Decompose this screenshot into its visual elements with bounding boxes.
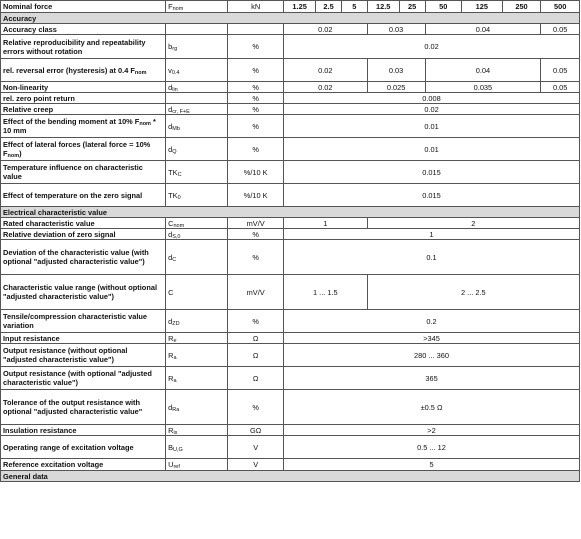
- capacity-value: 500: [553, 2, 567, 11]
- row-unit: [228, 333, 284, 344]
- row-label: [1, 333, 166, 344]
- row-symbol-sub: is: [173, 429, 178, 436]
- row-value-text: 0.05: [552, 24, 568, 34]
- row-symbol: [166, 184, 228, 207]
- row-label: [1, 184, 166, 207]
- row-value-text: 0.025: [386, 82, 406, 92]
- row-symbol: [166, 138, 228, 161]
- row-value: [541, 59, 580, 82]
- row-symbol-text: d: [168, 252, 173, 262]
- row-symbol-sub: e: [173, 337, 177, 344]
- row-value: [284, 333, 580, 344]
- row-value: [284, 367, 580, 390]
- row-unit-text: Ω: [252, 333, 259, 343]
- row-value: [284, 275, 368, 310]
- row-value-text: 0.02: [318, 82, 333, 92]
- row-label-text: Accuracy class: [3, 24, 57, 34]
- row-symbol-text: TK: [168, 167, 178, 177]
- row-value-text: ±0.5 Ω: [420, 402, 443, 412]
- row-symbol: [166, 104, 228, 115]
- row-symbol-sub: C: [172, 256, 177, 263]
- row-symbol: [166, 35, 228, 59]
- row-unit-text: Ω: [252, 350, 259, 360]
- capacity-value: 12.5: [376, 2, 391, 11]
- section-heading: [1, 207, 580, 218]
- row-unit: [228, 59, 284, 82]
- row-symbol-sub: rg: [172, 46, 178, 52]
- row-label-text: Deviation of the characteristic value (with optional "adjusted characteristic value"): [3, 248, 149, 266]
- capacity-value: 50: [439, 2, 448, 11]
- row-unit: [228, 425, 284, 436]
- row-symbol: [166, 229, 228, 240]
- row-value-text: 0.02: [318, 24, 333, 34]
- row-unit: [228, 310, 284, 333]
- row-value-text: 365: [425, 373, 438, 383]
- row-unit-text: Ω: [252, 373, 259, 383]
- row-value: [284, 436, 580, 459]
- row-symbol-sub: S,0: [172, 233, 181, 240]
- row-label: [1, 161, 166, 184]
- row-value: [284, 104, 580, 115]
- row-unit: [228, 82, 284, 93]
- row-value: [284, 115, 580, 138]
- header-unit: [228, 1, 284, 13]
- row-value: [284, 425, 580, 436]
- capacity-value: 5: [352, 2, 357, 11]
- row-label-text: Insulation resistance: [3, 425, 77, 435]
- row-label-text: Relative deviation of zero signal: [3, 229, 116, 239]
- row-unit: [228, 184, 284, 207]
- row-label-text: Tensile/compression characteristic value variation: [3, 312, 148, 330]
- row-unit: [228, 138, 284, 161]
- row-unit-text: mV/V: [246, 287, 265, 297]
- row-label-text: Tolerance of the output resistance with optional "adjusted characteristic value": [3, 398, 143, 416]
- capacity-header: [461, 1, 502, 13]
- row-unit: [228, 459, 284, 471]
- row-value-text: 0.035: [473, 82, 493, 92]
- row-value: [425, 59, 541, 82]
- row-symbol-text: d: [168, 402, 173, 412]
- row-symbol-sub: 0: [177, 194, 181, 201]
- row-value-text: 0.01: [424, 144, 439, 154]
- section-title: Accuracy: [3, 13, 37, 23]
- row-symbol-text: d: [168, 316, 173, 326]
- capacity-header: [284, 1, 316, 13]
- row-label-text: Rated characteristic value: [3, 218, 95, 228]
- capacity-header: [425, 1, 461, 13]
- row-unit-text: mV/V: [246, 218, 265, 228]
- capacity-header: [341, 1, 367, 13]
- row-label: [1, 367, 166, 390]
- row-value: [367, 82, 425, 93]
- row-value: [367, 218, 579, 229]
- capacity-header: [399, 1, 425, 13]
- header-symbol: [166, 1, 228, 13]
- row-unit: [228, 229, 284, 240]
- row-value-text: 2: [471, 218, 476, 228]
- row-symbol-text: U: [168, 460, 174, 469]
- row-unit: [228, 436, 284, 459]
- row-label: [1, 59, 166, 82]
- row-symbol: [166, 390, 228, 425]
- row-symbol-sub: a: [173, 377, 177, 384]
- row-symbol: [166, 115, 228, 138]
- section-heading: [1, 13, 580, 24]
- row-symbol-sub: 0.4: [171, 69, 180, 76]
- row-symbol: [166, 344, 228, 367]
- capacity-value: 1.25: [292, 2, 307, 11]
- row-value: [541, 82, 580, 93]
- row-label-text: Output resistance (without optional "adjusted characteristic value"): [3, 346, 128, 364]
- row-unit-text: %: [252, 104, 259, 114]
- row-label-text: Relative reproducibility and repeatability errors without rotation: [3, 37, 146, 56]
- row-unit: [228, 93, 284, 104]
- row-unit-text: %: [252, 82, 259, 92]
- row-value-text: >2: [427, 425, 436, 435]
- row-label: [1, 275, 166, 310]
- row-value: [367, 24, 425, 35]
- row-symbol-text: d: [168, 82, 173, 92]
- row-unit-text: %/10 K: [243, 190, 268, 200]
- row-symbol: [166, 24, 228, 35]
- row-unit: [228, 104, 284, 115]
- row-symbol-sub: Q: [172, 148, 177, 155]
- row-symbol: [166, 82, 228, 93]
- row-value: [284, 310, 580, 333]
- row-symbol-sub: lin: [172, 86, 178, 93]
- row-value-text: 1: [323, 218, 328, 228]
- row-unit-text: %: [252, 252, 259, 262]
- row-value: [284, 184, 580, 207]
- row-value: [541, 24, 580, 35]
- capacity-header: [316, 1, 342, 13]
- row-value: [284, 35, 580, 59]
- capacity-header: [367, 1, 399, 13]
- row-value-text: 0.01: [424, 121, 439, 131]
- row-unit: [228, 275, 284, 310]
- row-value-text: 0.05: [552, 82, 568, 92]
- row-value-text: 0.02: [318, 65, 333, 75]
- row-value: [284, 93, 580, 104]
- row-value-text: 0.04: [475, 24, 491, 34]
- row-value: [284, 138, 580, 161]
- row-label-text: Non-linearity: [3, 82, 49, 92]
- row-value-text: 0.04: [475, 65, 491, 75]
- row-unit-text: %: [252, 65, 259, 75]
- row-unit: [228, 240, 284, 275]
- row-value: [425, 24, 541, 35]
- row-symbol-sub: U,G: [173, 446, 183, 453]
- row-value: [284, 459, 580, 471]
- section-heading: [1, 471, 580, 482]
- row-unit: [228, 24, 284, 35]
- row-value: [284, 390, 580, 425]
- row-unit-text: %: [252, 229, 259, 239]
- row-label: [1, 436, 166, 459]
- row-value-text: 0.02: [424, 42, 439, 51]
- row-value: [284, 24, 368, 35]
- row-unit-text: GΩ: [250, 425, 262, 435]
- row-label-text: Temperature influence on characteristic value: [3, 163, 143, 181]
- capacity-header: [541, 1, 580, 13]
- row-label-text: rel. reversal error (hysteresis) at 0.4 F: [3, 65, 135, 75]
- row-symbol-text: C: [168, 218, 174, 228]
- row-symbol: [166, 333, 228, 344]
- row-unit-text: %/10 K: [243, 167, 268, 177]
- row-symbol: [166, 93, 228, 104]
- row-unit: [228, 35, 284, 59]
- row-symbol-text: d: [168, 104, 173, 114]
- row-symbol-text: TK: [168, 190, 178, 200]
- row-symbol: [166, 459, 228, 471]
- row-symbol-text: v: [168, 65, 172, 75]
- row-unit: [228, 161, 284, 184]
- row-symbol-sub: Mb: [172, 125, 180, 132]
- row-value-text: 0.5 ... 12: [417, 442, 446, 452]
- row-value-text: 0.008: [422, 93, 441, 103]
- row-value: [284, 59, 368, 82]
- row-value-text: 0.1: [426, 252, 437, 262]
- row-symbol: [166, 161, 228, 184]
- row-symbol-sub: nom: [173, 222, 185, 229]
- header-label: [1, 1, 166, 13]
- row-label-sub: nom: [139, 121, 151, 127]
- row-value: [367, 59, 425, 82]
- row-label: [1, 138, 166, 161]
- row-label-text: Effect of the bending moment at 10% F: [3, 117, 140, 126]
- row-unit-text: V: [253, 442, 259, 452]
- row-unit: [228, 218, 284, 229]
- row-symbol: [166, 367, 228, 390]
- row-label: [1, 310, 166, 333]
- row-label-text: Effect of lateral forces (lateral force = 10% F: [3, 140, 151, 158]
- row-symbol: [166, 310, 228, 333]
- row-value-text: >345: [423, 333, 440, 343]
- header-symbol-sub: nom: [172, 6, 184, 12]
- row-value: [284, 229, 580, 240]
- row-label-text: Operating range of excitation voltage: [3, 442, 134, 452]
- row-label-text: rel. zero point return: [3, 93, 75, 103]
- row-symbol: [166, 218, 228, 229]
- row-symbol-sub: Ra: [172, 406, 180, 413]
- row-label: [1, 82, 166, 93]
- header-unit-text: kN: [251, 2, 261, 11]
- row-symbol: [166, 240, 228, 275]
- row-label-text: Relative creep: [3, 104, 54, 114]
- row-label: [1, 218, 166, 229]
- row-label: [1, 390, 166, 425]
- row-value: [284, 344, 580, 367]
- row-value: [425, 82, 541, 93]
- row-symbol: [166, 59, 228, 82]
- capacity-header: [502, 1, 541, 13]
- row-value-text: 280 ... 360: [414, 350, 449, 360]
- row-symbol-text: R: [168, 425, 174, 435]
- row-unit-text: %: [252, 402, 259, 412]
- row-symbol-text: d: [168, 229, 173, 239]
- row-unit-text: %: [252, 144, 259, 154]
- section-title: Electrical characteristic value: [3, 207, 107, 217]
- row-label: [1, 24, 166, 35]
- header-symbol-text: F: [168, 2, 173, 11]
- row-unit: [228, 390, 284, 425]
- row-unit: [228, 367, 284, 390]
- row-symbol-text: C: [168, 287, 174, 297]
- section-title: General data: [3, 471, 48, 481]
- row-value-text: 5: [429, 460, 434, 469]
- row-value: [284, 240, 580, 275]
- row-label: [1, 425, 166, 436]
- row-symbol-sub: ZD: [172, 320, 180, 327]
- capacity-value: 250: [515, 2, 528, 11]
- capacity-value: 2.5: [323, 2, 334, 11]
- row-symbol-text: d: [168, 121, 173, 131]
- row-label: [1, 229, 166, 240]
- row-value-text: 0.02: [424, 104, 439, 114]
- row-value-text: 1: [429, 229, 434, 239]
- row-label: [1, 104, 166, 115]
- row-label: [1, 93, 166, 104]
- row-value-text: 0.03: [388, 24, 404, 34]
- row-label-text: Reference excitation voltage: [3, 460, 104, 469]
- row-label: [1, 240, 166, 275]
- row-label-after: ): [19, 149, 22, 158]
- row-symbol: [166, 275, 228, 310]
- row-value-text: 0.2: [426, 316, 437, 326]
- row-label-text: Input resistance: [3, 333, 60, 343]
- row-symbol-text: R: [168, 333, 174, 343]
- row-unit: [228, 115, 284, 138]
- row-label: [1, 115, 166, 138]
- row-symbol: [166, 436, 228, 459]
- row-symbol-sub: ref: [173, 464, 180, 470]
- row-value-text: 2 ... 2.5: [460, 287, 486, 297]
- row-unit: [228, 344, 284, 367]
- row-symbol-text: R: [168, 373, 174, 383]
- capacity-value: 125: [475, 2, 488, 11]
- row-symbol-sub: C: [177, 171, 182, 178]
- row-value: [284, 161, 580, 184]
- header-label-text: Nominal force: [3, 2, 53, 11]
- row-symbol-sub: a: [173, 354, 177, 361]
- row-value: [284, 82, 368, 93]
- row-value-text: 0.015: [422, 167, 441, 177]
- row-label-after: * 10 mm: [3, 117, 156, 135]
- row-value: [284, 218, 368, 229]
- row-value-text: 1 ... 1.5: [313, 287, 338, 297]
- row-value-text: 0.03: [388, 65, 404, 75]
- row-label: [1, 35, 166, 59]
- row-unit-text: %: [252, 316, 259, 326]
- capacity-value: 25: [408, 2, 417, 11]
- row-label: [1, 459, 166, 471]
- row-unit-text: V: [253, 460, 259, 469]
- row-label-text: Output resistance (with optional "adjusted characteristic value"): [3, 369, 152, 387]
- row-label-sub: nom: [7, 153, 20, 159]
- row-unit-text: %: [252, 93, 259, 103]
- row-value-text: 0.015: [422, 190, 441, 200]
- row-symbol-text: b: [168, 42, 173, 51]
- row-symbol-sub: cr, F+E: [172, 108, 190, 115]
- row-unit-text: %: [252, 121, 259, 131]
- row-label-sub: nom: [134, 69, 147, 76]
- row-label-text: Characteristic value range (without optional "adjusted characteristic value"): [3, 283, 157, 301]
- row-symbol-text: B: [168, 442, 174, 452]
- row-value: [367, 275, 579, 310]
- row-label-text: Effect of temperature on the zero signal: [3, 190, 143, 200]
- row-symbol: [166, 425, 228, 436]
- row-label: [1, 344, 166, 367]
- row-symbol-text: d: [168, 144, 173, 154]
- row-unit-text: %: [252, 42, 259, 51]
- row-symbol-text: R: [168, 350, 174, 360]
- row-value-text: 0.05: [552, 65, 568, 75]
